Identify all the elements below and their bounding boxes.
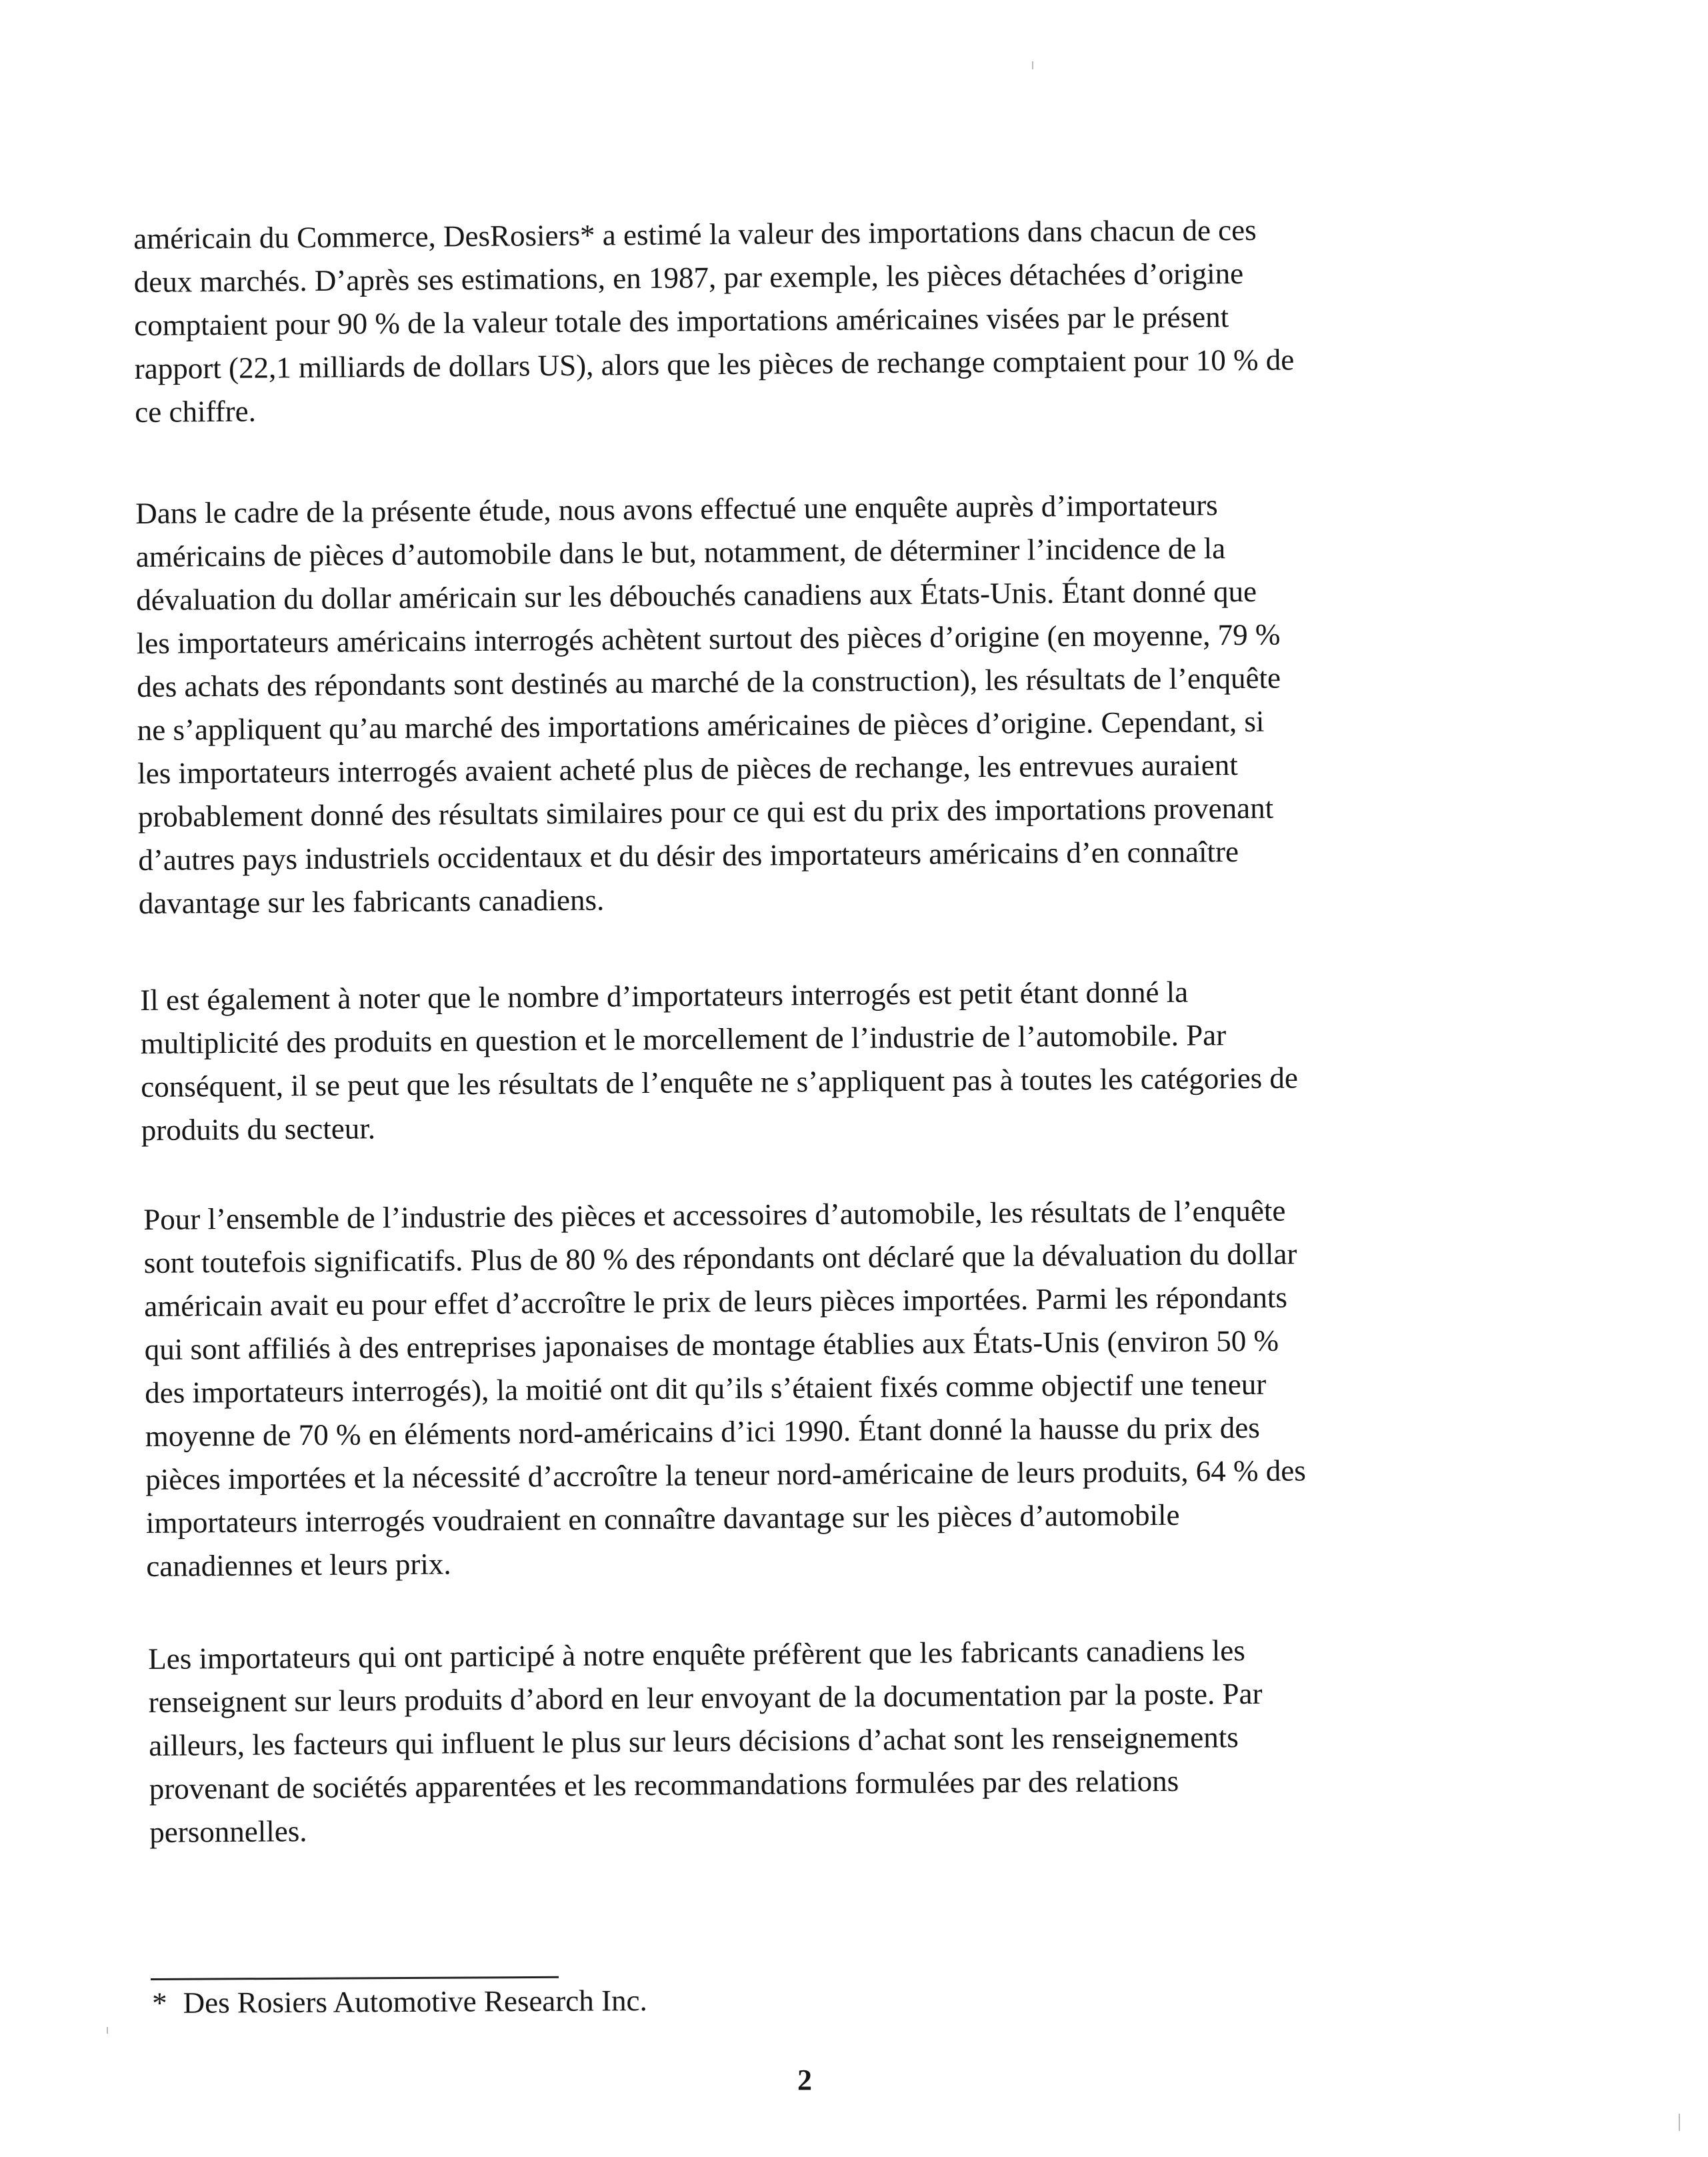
paragraph-line: rapport (22,1 milliards de dollars US), alors que les pièces de rechange comptaient pour 10 % de [134,343,1295,385]
paragraph-line: Pour l’ensemble de l’industrie des pièces et accessoires d’automobile, les résultats de l’enquête [143,1194,1286,1236]
paragraph-line: qui sont affiliés à des entreprises japonaises de montage établies aux États-Unis (environ 50 % [144,1324,1279,1366]
paragraph-line: provenant de sociétés apparentées et les recommandations formulées par des relations [149,1764,1179,1806]
paragraph-line: des importateurs interrogés), la moitié ont dit qu’ils s’étaient fixés comme objectif une teneur [145,1367,1267,1410]
paragraph-line: Les importateurs qui ont participé à notre enquête préfèrent que les fabricants canadiens les [148,1634,1245,1676]
paragraph-line: personnelles. [149,1814,307,1849]
footnote-marker: * [152,1986,167,2020]
paragraph-line: d’autres pays industriels occidentaux et du désir des importateurs américains d’en connaître [138,835,1239,877]
paragraph-line: des achats des répondants sont destinés au marché de la construction), les résultats de l’enquête [137,661,1281,703]
paragraph-line: importateurs interrogés voudraient en connaître davantage sur les pièces d’automobile [145,1498,1180,1540]
paragraph-line: deux marchés. D’après ses estimations, en 1987, par exemple, les pièces détachées d’origine [133,256,1244,299]
paragraph-line: moyenne de 70 % en éléments nord-américains d’ici 1990. Étant donné la hausse du prix des [145,1410,1260,1453]
paragraph-line: dévaluation du dollar américain sur les débouchés canadiens aux États-Unis. Étant donné que [136,574,1257,617]
paragraph-line: américains de pièces d’automobile dans le but, notamment, de déterminer l’incidence de la [135,531,1226,573]
scan-speck [107,2027,108,2034]
paragraph-line: conséquent, il se peut que les résultats de l’enquête ne s’appliquent pas à toutes les catégories de [141,1061,1299,1104]
paragraph-2 [135,482,1445,925]
paragraph-line: canadiennes et leurs prix. [146,1547,451,1583]
footnote-text: Des Rosiers Automotive Research Inc. [183,1984,647,2020]
paragraph-line: produits du secteur. [141,1112,376,1147]
paragraph-line: davantage sur les fabricants canadiens. [138,883,605,920]
paragraph-line: les importateurs américains interrogés achètent surtout des pièces d’origine (en moyenne, 79 % [136,617,1281,660]
paragraph-line: ailleurs, les facteurs qui influent le plus sur leurs décisions d’achat sont les renseignements [149,1720,1239,1762]
paragraph-line: multiplicité des produits en question et le morcellement de l’industrie de l’automobile. Par [140,1018,1227,1060]
footnote-divider [151,1976,559,1980]
scan-speck [1679,2114,1680,2131]
paragraph-3 [140,969,1448,1152]
paragraph-4 [143,1188,1453,1588]
paragraph-line: Il est également à noter que le nombre d’importateurs interrogés est petit étant donné la [140,975,1189,1017]
paragraph-line: comptaient pour 90 % de la valeur totale des importations américaines visées par le présent [134,300,1229,342]
paragraph-line: pièces importées et la nécessité d’accroître la teneur nord-américaine de leurs produits, 64 % des [145,1454,1306,1496]
paragraph-line: ne s’appliquent qu’au marché des importations américaines de pièces d’origine. Cependant, si [137,704,1265,747]
paragraph-line: les importateurs interrogés avaient acheté plus de pièces de rechange, les entrevues auraient [137,748,1238,790]
paragraph-line: Dans le cadre de la présente étude, nous avons effectué une enquête auprès d’importateurs [135,488,1218,530]
paragraph-5 [148,1628,1456,1854]
paragraph-line: probablement donné des résultats similaires pour ce qui est du prix des importations provenant [137,791,1274,833]
paragraph-line: sont toutefois significatifs. Plus de 80 % des répondants ont déclaré que la dévaluation du dollar [143,1237,1297,1280]
paragraph-line: américain avait eu pour effet d’accroître le prix de leurs pièces importées. Parmi les répondants [144,1280,1288,1323]
footnote [152,1980,647,2023]
paragraph-line: renseignent sur leurs produits d’abord en leur envoyant de la documentation par la poste. Par [148,1676,1263,1719]
paragraph-1 [133,207,1441,434]
scan-speck [1032,61,1033,69]
page-number: 2 [797,2064,812,2096]
paragraph-line: ce chiffre. [135,394,257,429]
paragraph-line: américain du Commerce, DesRosiers* a estimé la valeur des importations dans chacun de ces [133,213,1257,255]
